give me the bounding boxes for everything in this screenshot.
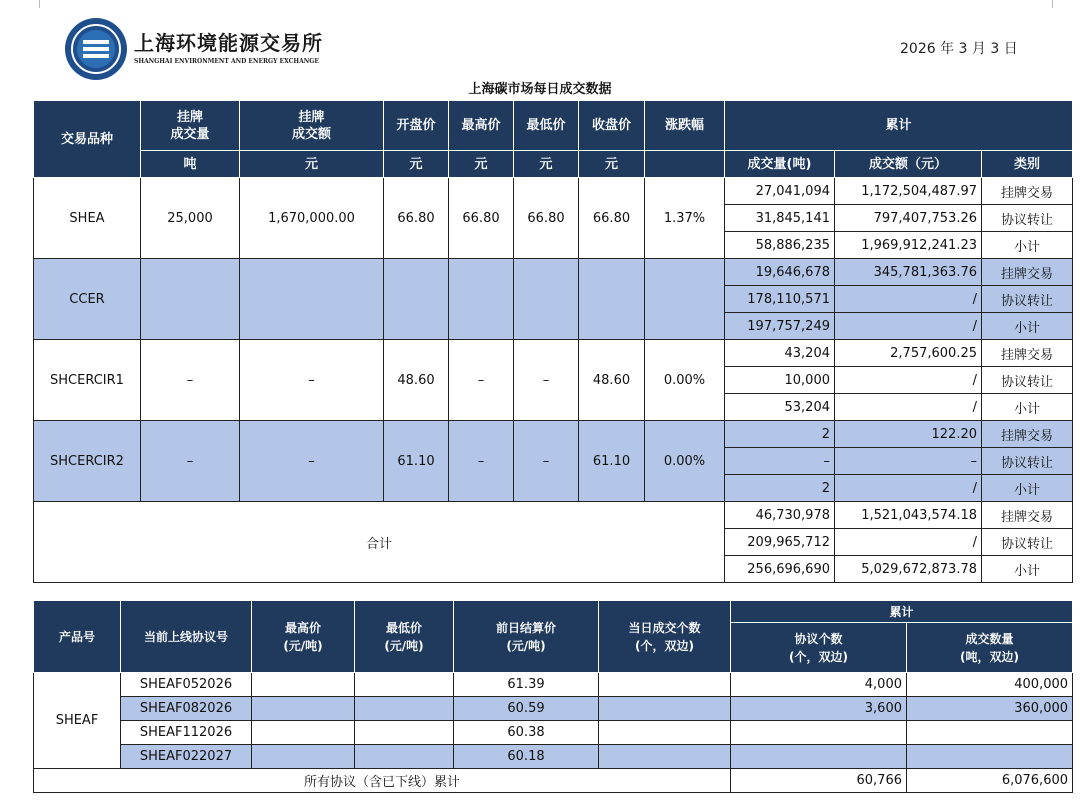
low-price: – bbox=[514, 421, 579, 502]
unit-yuan: 元 bbox=[240, 151, 384, 178]
page-edge-left bbox=[39, 0, 40, 8]
contract-table bbox=[33, 600, 1073, 793]
total-row bbox=[34, 502, 1073, 529]
contract-high bbox=[252, 697, 355, 721]
contract-low bbox=[355, 745, 454, 769]
low-price bbox=[514, 259, 579, 340]
price-change: 0.00% bbox=[645, 340, 725, 421]
cum-type: 协议转让 bbox=[982, 529, 1073, 556]
contract-count bbox=[599, 721, 731, 745]
header-cum-type: 类别 bbox=[982, 151, 1073, 178]
table-row bbox=[34, 340, 1073, 367]
close-price: 48.60 bbox=[579, 340, 645, 421]
high-price: – bbox=[449, 340, 514, 421]
price-change: 1.37% bbox=[645, 178, 725, 259]
unit-yuan: 元 bbox=[384, 151, 449, 178]
header-product: 交易品种 bbox=[34, 101, 141, 178]
exchange-logo-icon bbox=[64, 17, 128, 81]
cum-count bbox=[731, 721, 907, 745]
low-price: 66.80 bbox=[514, 178, 579, 259]
cum-volume: 46,730,978 bbox=[725, 502, 835, 529]
header-cum-volume: 成交量(吨) bbox=[725, 151, 835, 178]
cum-type: 挂牌交易 bbox=[982, 502, 1073, 529]
cum-type: 挂牌交易 bbox=[982, 178, 1073, 205]
header-listed-amount: 挂牌 成交额 bbox=[240, 101, 384, 151]
open-price: 48.60 bbox=[384, 340, 449, 421]
cum-amount: 1,521,043,574.18 bbox=[835, 502, 982, 529]
open-price: 66.80 bbox=[384, 178, 449, 259]
header-listed-volume: 挂牌 成交量 bbox=[141, 101, 240, 151]
price-change bbox=[645, 259, 725, 340]
cum-volume bbox=[907, 721, 1073, 745]
total-label: 合计 bbox=[34, 502, 725, 583]
cum-volume: 58,886,235 bbox=[725, 232, 835, 259]
cum-volume bbox=[907, 745, 1073, 769]
cum-count: 3,600 bbox=[731, 697, 907, 721]
report-date: 2026 年 3 月 3 日 bbox=[900, 41, 1018, 57]
cum-count: 4,000 bbox=[731, 673, 907, 697]
unit-blank bbox=[645, 151, 725, 178]
header-cumulative: 累计 bbox=[731, 601, 1073, 623]
contract-count bbox=[599, 673, 731, 697]
cum-amount: 797,407,753.26 bbox=[835, 205, 982, 232]
cum-type: 挂牌交易 bbox=[982, 421, 1073, 448]
contract-low bbox=[355, 673, 454, 697]
cum-volume: 27,041,094 bbox=[725, 178, 835, 205]
header-change: 涨跌幅 bbox=[645, 101, 725, 151]
cum-type: 协议转让 bbox=[982, 205, 1073, 232]
cum-volume: 360,000 bbox=[907, 697, 1073, 721]
table-row bbox=[34, 721, 1073, 745]
contract-settle: 60.18 bbox=[454, 745, 599, 769]
contract-high bbox=[252, 745, 355, 769]
table-row bbox=[34, 673, 1073, 697]
cum-amount: 1,969,912,241.23 bbox=[835, 232, 982, 259]
cum-volume: 10,000 bbox=[725, 367, 835, 394]
cum-count bbox=[731, 745, 907, 769]
total-row bbox=[34, 769, 1073, 793]
cum-volume: 6,076,600 bbox=[907, 769, 1073, 793]
contract-id: SHEAF022027 bbox=[121, 745, 252, 769]
header-cum-volume: 成交数量 (吨，双边) bbox=[907, 623, 1073, 673]
header-low: 最低价 (元/吨) bbox=[355, 601, 454, 673]
cum-volume: 31,845,141 bbox=[725, 205, 835, 232]
exchange-name-cn: 上海环境能源交易所 bbox=[134, 31, 323, 55]
cum-volume: 178,110,571 bbox=[725, 286, 835, 313]
header-cum-amount: 成交额（元） bbox=[835, 151, 982, 178]
listed-amount: – bbox=[240, 421, 384, 502]
contract-settle: 61.39 bbox=[454, 673, 599, 697]
unit-yuan: 元 bbox=[514, 151, 579, 178]
cum-type: 小计 bbox=[982, 313, 1073, 340]
contract-low bbox=[355, 721, 454, 745]
table-row bbox=[34, 259, 1073, 286]
cum-amount: / bbox=[835, 529, 982, 556]
listed-volume: – bbox=[141, 340, 240, 421]
unit-ton: 吨 bbox=[141, 151, 240, 178]
low-price: – bbox=[514, 340, 579, 421]
cum-volume: 209,965,712 bbox=[725, 529, 835, 556]
contract-id: SHEAF082026 bbox=[121, 697, 252, 721]
cum-volume: 19,646,678 bbox=[725, 259, 835, 286]
cum-volume: 43,204 bbox=[725, 340, 835, 367]
total-label: 所有协议（含已下线）累计 bbox=[34, 769, 731, 793]
header-cum-count: 协议个数 (个，双边) bbox=[731, 623, 907, 673]
cum-amount: / bbox=[835, 475, 982, 502]
header-open-price: 开盘价 bbox=[384, 101, 449, 151]
cum-type: 小计 bbox=[982, 394, 1073, 421]
listed-amount: 1,670,000.00 bbox=[240, 178, 384, 259]
unit-yuan: 元 bbox=[579, 151, 645, 178]
cum-type: 挂牌交易 bbox=[982, 259, 1073, 286]
cum-volume: 2 bbox=[725, 475, 835, 502]
listed-volume: – bbox=[141, 421, 240, 502]
contract-low bbox=[355, 697, 454, 721]
cum-amount: 122.20 bbox=[835, 421, 982, 448]
cum-amount: – bbox=[835, 448, 982, 475]
cum-amount: / bbox=[835, 394, 982, 421]
contract-count bbox=[599, 745, 731, 769]
product-name: SHCERCIR1 bbox=[34, 340, 141, 421]
header-contract: 当前上线协议号 bbox=[121, 601, 252, 673]
daily-trading-table bbox=[33, 100, 1073, 583]
header-product-code: 产品号 bbox=[34, 601, 121, 673]
table-row bbox=[34, 745, 1073, 769]
table-row bbox=[34, 178, 1073, 205]
header-high-price: 最高价 bbox=[449, 101, 514, 151]
product-name: CCER bbox=[34, 259, 141, 340]
cum-amount: / bbox=[835, 286, 982, 313]
high-price: – bbox=[449, 421, 514, 502]
contract-high bbox=[252, 673, 355, 697]
report-title: 上海碳市场每日成交数据 bbox=[468, 82, 612, 97]
cum-type: 小计 bbox=[982, 232, 1073, 259]
header-high: 最高价 (元/吨) bbox=[252, 601, 355, 673]
high-price: 66.80 bbox=[449, 178, 514, 259]
cum-amount: 1,172,504,487.97 bbox=[835, 178, 982, 205]
cum-volume: 400,000 bbox=[907, 673, 1073, 697]
header-low-price: 最低价 bbox=[514, 101, 579, 151]
cum-amount: 2,757,600.25 bbox=[835, 340, 982, 367]
cum-volume: 2 bbox=[725, 421, 835, 448]
cum-type: 小计 bbox=[982, 556, 1073, 583]
open-price: 61.10 bbox=[384, 421, 449, 502]
listed-volume bbox=[141, 259, 240, 340]
contract-high bbox=[252, 721, 355, 745]
cum-type: 协议转让 bbox=[982, 367, 1073, 394]
contract-count bbox=[599, 697, 731, 721]
close-price: 61.10 bbox=[579, 421, 645, 502]
contract-settle: 60.38 bbox=[454, 721, 599, 745]
cum-volume: 256,696,690 bbox=[725, 556, 835, 583]
cum-volume: – bbox=[725, 448, 835, 475]
contract-settle: 60.59 bbox=[454, 697, 599, 721]
exchange-name-en: SHANGHAI ENVIRONMENT AND ENERGY EXCHANGE bbox=[134, 58, 319, 65]
cum-volume: 197,757,249 bbox=[725, 313, 835, 340]
contract-id: SHEAF052026 bbox=[121, 673, 252, 697]
header-settle: 前日结算价 (元/吨) bbox=[454, 601, 599, 673]
product-name: SHCERCIR2 bbox=[34, 421, 141, 502]
cum-type: 协议转让 bbox=[982, 286, 1073, 313]
product-name: SHEA bbox=[34, 178, 141, 259]
cum-type: 挂牌交易 bbox=[982, 340, 1073, 367]
contract-id: SHEAF112026 bbox=[121, 721, 252, 745]
cum-volume: 53,204 bbox=[725, 394, 835, 421]
header-close-price: 收盘价 bbox=[579, 101, 645, 151]
cum-amount: 345,781,363.76 bbox=[835, 259, 982, 286]
header-cumulative: 累计 bbox=[725, 101, 1073, 151]
cum-amount: 5,029,672,873.78 bbox=[835, 556, 982, 583]
open-price bbox=[384, 259, 449, 340]
product-code: SHEAF bbox=[34, 673, 121, 769]
high-price bbox=[449, 259, 514, 340]
close-price bbox=[579, 259, 645, 340]
listed-amount bbox=[240, 259, 384, 340]
cum-type: 协议转让 bbox=[982, 448, 1073, 475]
cum-count: 60,766 bbox=[731, 769, 907, 793]
close-price: 66.80 bbox=[579, 178, 645, 259]
table-row bbox=[34, 697, 1073, 721]
listed-volume: 25,000 bbox=[141, 178, 240, 259]
listed-amount: – bbox=[240, 340, 384, 421]
page-edge-right bbox=[1052, 0, 1053, 8]
table-row bbox=[34, 421, 1073, 448]
cum-type: 小计 bbox=[982, 475, 1073, 502]
cum-amount: / bbox=[835, 367, 982, 394]
unit-yuan: 元 bbox=[449, 151, 514, 178]
price-change: 0.00% bbox=[645, 421, 725, 502]
cum-amount: / bbox=[835, 313, 982, 340]
header-daily-count: 当日成交个数 (个，双边) bbox=[599, 601, 731, 673]
